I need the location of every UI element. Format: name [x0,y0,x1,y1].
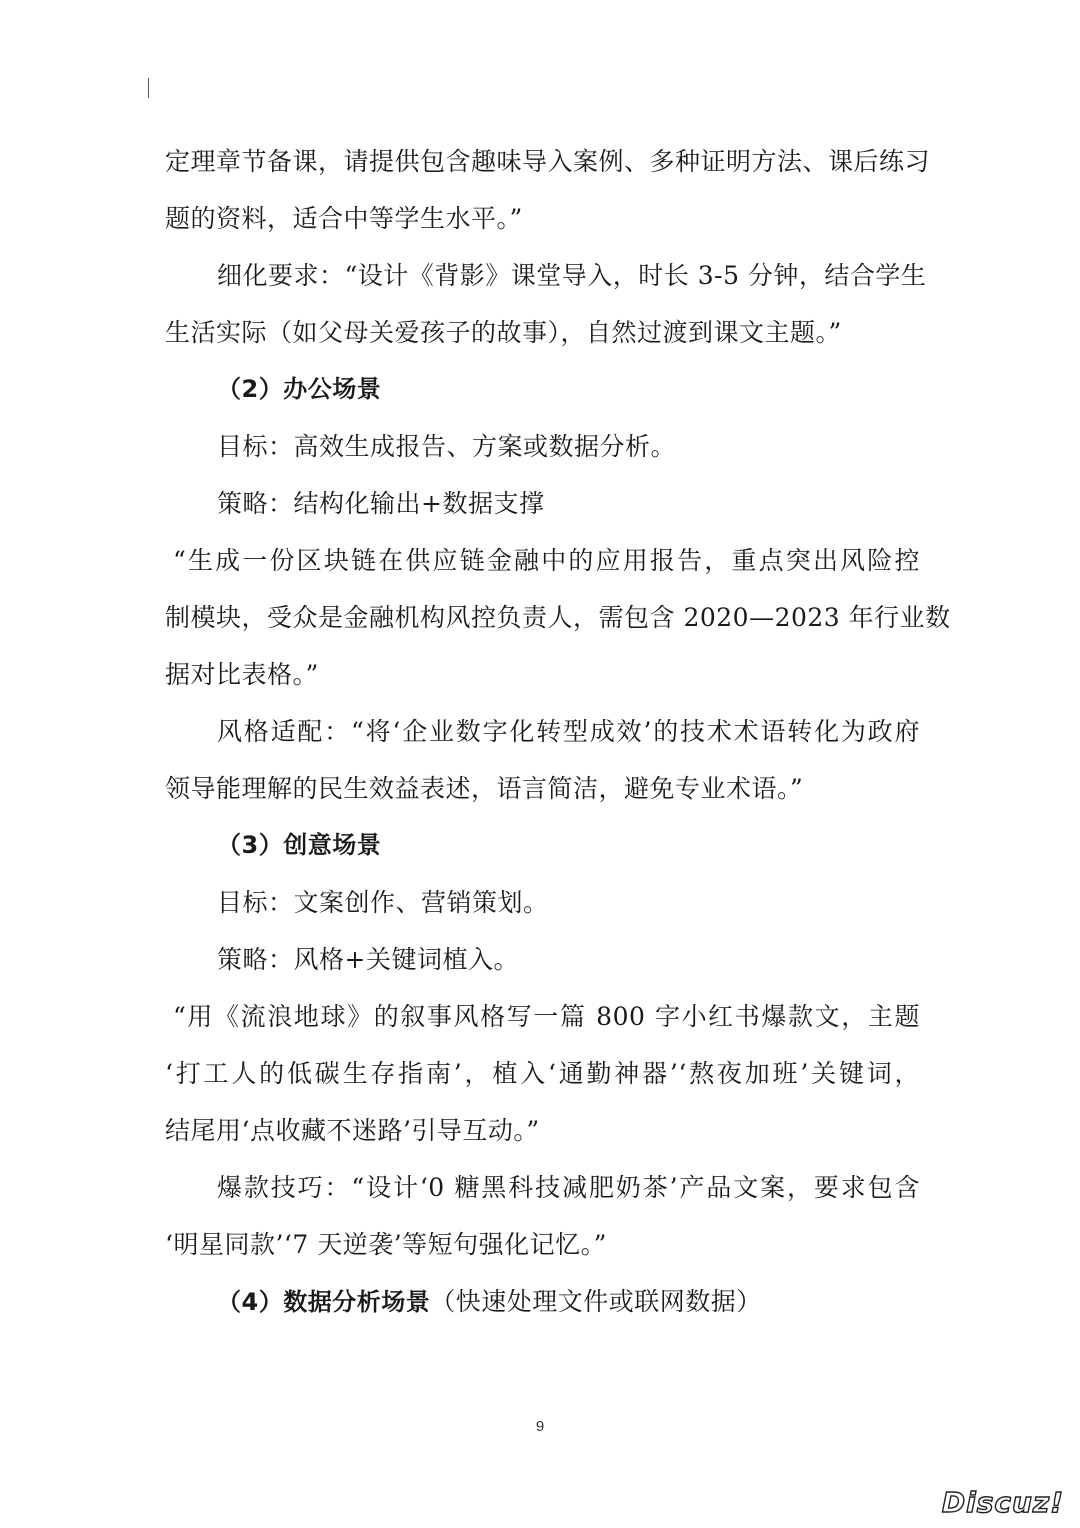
section-heading-creative: （3）创意场景 [217,831,382,859]
paragraph-line: ‘明星同款’‘7 天逆袭’等短句强化记忆。” [165,1230,607,1259]
section-heading-office: （2）办公场景 [217,375,382,403]
paragraph-line: 爆款技巧：“设计‘0 糖黑科技减肥奶茶’产品文案，要求包含 [217,1173,920,1202]
heading-text: （4）数据分析场景 [217,1288,431,1316]
watermark-logo: Discuz! [941,1486,1064,1519]
paragraph-line: 细化要求：“设计《背影》课堂导入，时长 3-5 分钟，结合学生 [217,261,927,290]
section-heading-data-analysis [165,1273,920,1330]
heading-note: （快速处理文件或联网数据） [430,1287,762,1316]
page-number: 9 [535,1418,545,1435]
paragraph-line: 结尾用‘点收藏不迷路’引导互动。” [165,1116,540,1145]
paragraph-line: 制模块，受众是金融机构风控负责人，需包含 2020—2023 年行业数 [165,603,951,632]
paragraph-line: ‘打工人的低碳生存指南’，植入‘通勤神器’‘熬夜加班’关键词， [165,1059,920,1088]
paragraph-line: 目标：高效生成报告、方案或数据分析。 [217,432,677,461]
text-cursor-mark [148,78,149,98]
paragraph-line: “生成一份区块链在供应链金融中的应用报告，重点突出风险控 [173,546,920,575]
paragraph-line: 题的资料，适合中等学生水平。” [165,204,523,233]
paragraph-line: 生活实际（如父母关爱孩子的故事），自然过渡到课文主题。” [165,318,842,347]
paragraph-line: 据对比表格。” [165,660,319,689]
paragraph-line: “用《流浪地球》的叙事风格写一篇 800 字小红书爆款文，主题 [173,1002,920,1031]
paragraph-line: 定理章节备课，请提供包含趣味导入案例、多种证明方法、课后练习 [165,147,931,176]
paragraph-line: 策略：风格+关键词植入。 [217,945,519,974]
document-body [165,133,951,1330]
paragraph-line: 策略：结构化输出+数据支撑 [217,489,545,518]
paragraph-line: 领导能理解的民生效益表述，语言简洁，避免专业术语。” [165,774,804,803]
paragraph-line: 目标：文案创作、营销策划。 [217,888,549,917]
paragraph-line: 风格适配：“将‘企业数字化转型成效’的技术术语转化为政府 [217,717,920,746]
